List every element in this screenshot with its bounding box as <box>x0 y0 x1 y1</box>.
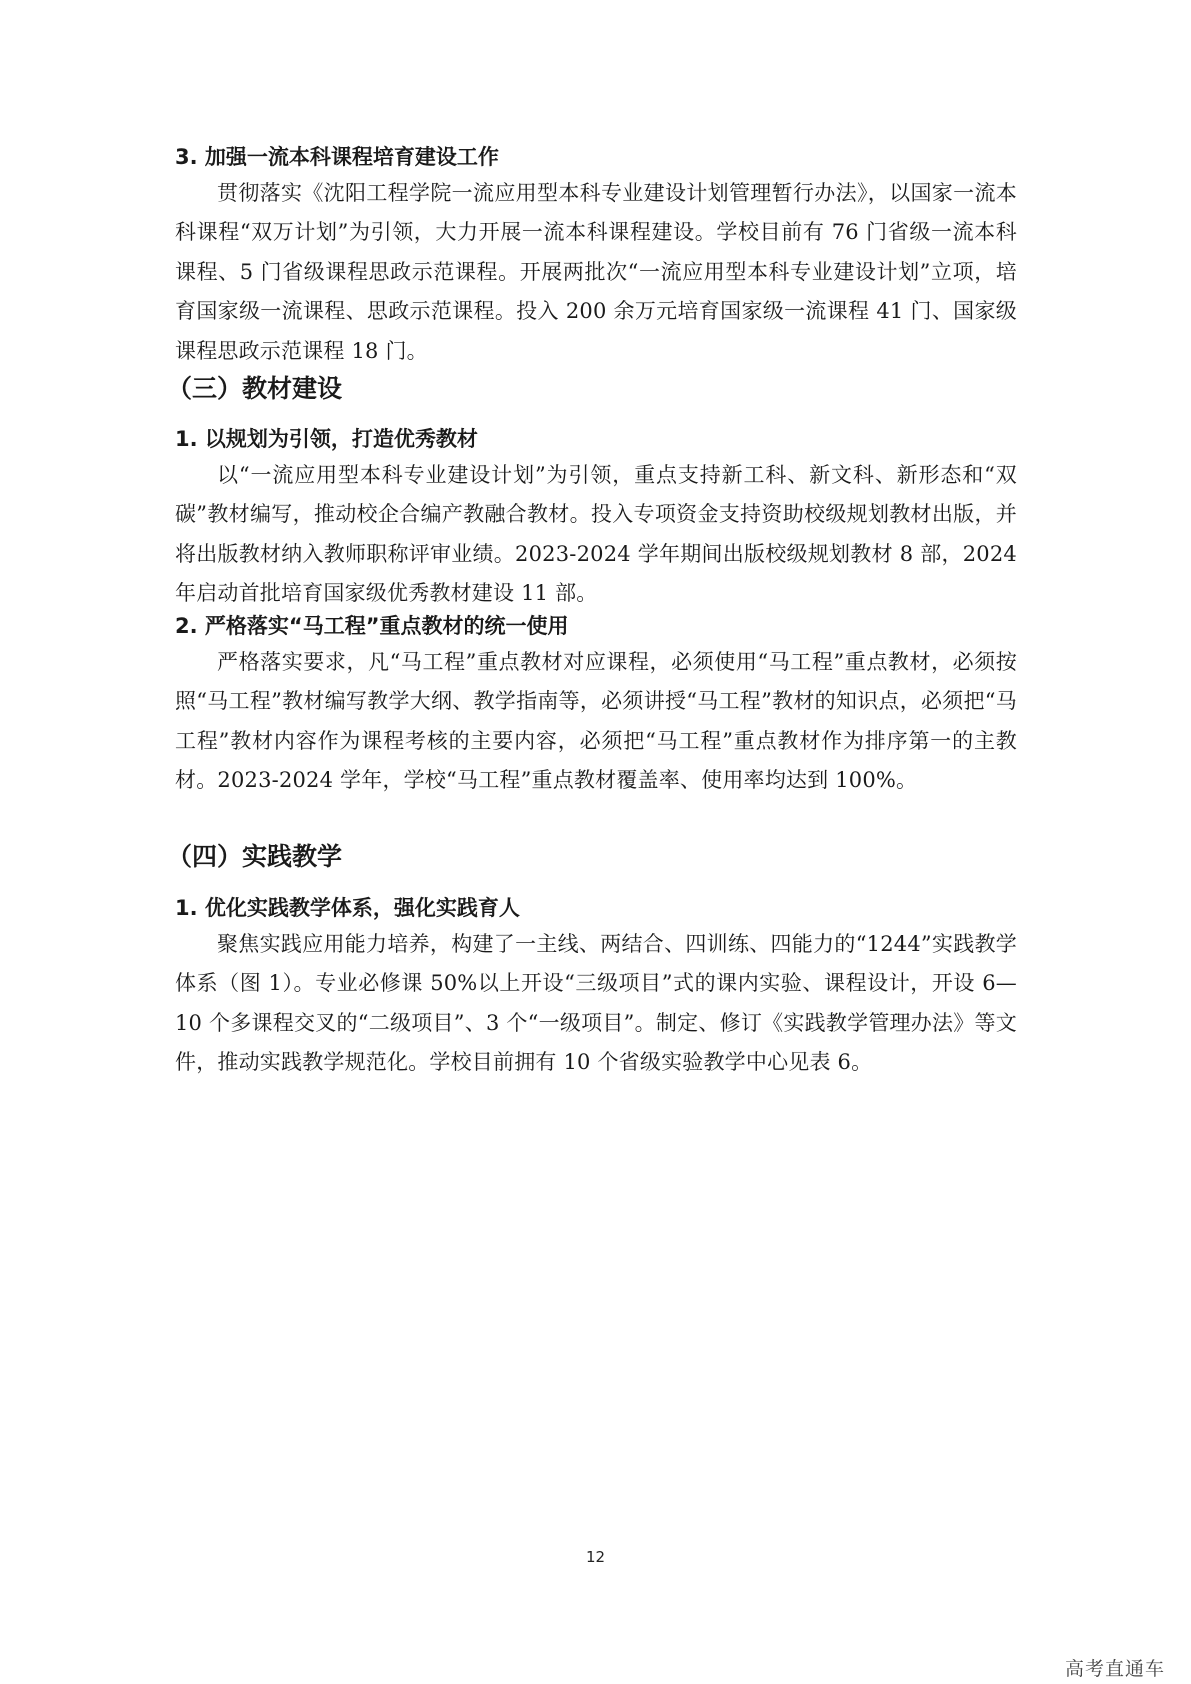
part-3-heading: （三）教材建设 <box>167 374 343 403</box>
page-number: 12 <box>585 1548 606 1566</box>
part-4-heading: （四）实践教学 <box>167 842 343 871</box>
textbook-1-paragraph: 以“一流应用型本科专业建设计划”为引领，重点支持新工科、新文科、新形态和“双碳”教材编写，推动校企合编产教融合教材。投入专项资金支持资助校级规划教材出版，并将出版教材纳入教师职称评审业绩。2023-2024 学年期间出版校级规划教材 8 部，2024 年启动首批培育国家级优秀教材建设 11 部。 <box>175 463 1017 606</box>
textbook-2-paragraph: 严格落实要求，凡“马工程”重点教材对应课程，必须使用“马工程”重点教材，必须按照“马工程”教材编写教学大纲、教学指南等，必须讲授“马工程”教材的知识点，必须把“马工程”教材内容作为课程考核的主要内容，必须把“马工程”重点教材作为排序第一的主教材。2023-2024 学年，学校“马工程”重点教材覆盖率、使用率均达到 100%。 <box>175 650 1017 793</box>
practice-1-heading: 1. 优化实践教学体系，强化实践育人 <box>175 896 520 920</box>
section-3-heading: 3. 加强一流本科课程培育建设工作 <box>175 145 499 169</box>
textbook-1-heading: 1. 以规划为引领，打造优秀教材 <box>175 427 478 451</box>
practice-1-paragraph: 聚焦实践应用能力培养，构建了一主线、两结合、四训练、四能力的“1244”实践教学体系（图 1）。专业必修课 50%以上开设“三级项目”式的课内实验、课程设计，开设 6—10 个多课程交叉的“二级项目”、3 个“一级项目”。制定、修订《实践教学管理办法》等文件，推动实践教学规范化。学校目前拥有 10 个省级实验教学中心见表 6。 <box>175 932 1017 1075</box>
watermark: 高考直通车 <box>1064 1658 1165 1680</box>
textbook-2-heading: 2. 严格落实“马工程”重点教材的统一使用 <box>175 614 569 638</box>
section-3-paragraph: 贯彻落实《沈阳工程学院一流应用型本科专业建设计划管理暂行办法》，以国家一流本科课程“双万计划”为引领，大力开展一流本科课程建设。学校目前有 76 门省级一流本科课程、5 门省级课程思政示范课程。开展两批次“一流应用型本科专业建设计划”立项，培育国家级一流课程、思政示范课程。投入 200 余万元培育国家级一流课程 41 门、国家级课程思政示范课程 18 门。 <box>175 181 1017 363</box>
